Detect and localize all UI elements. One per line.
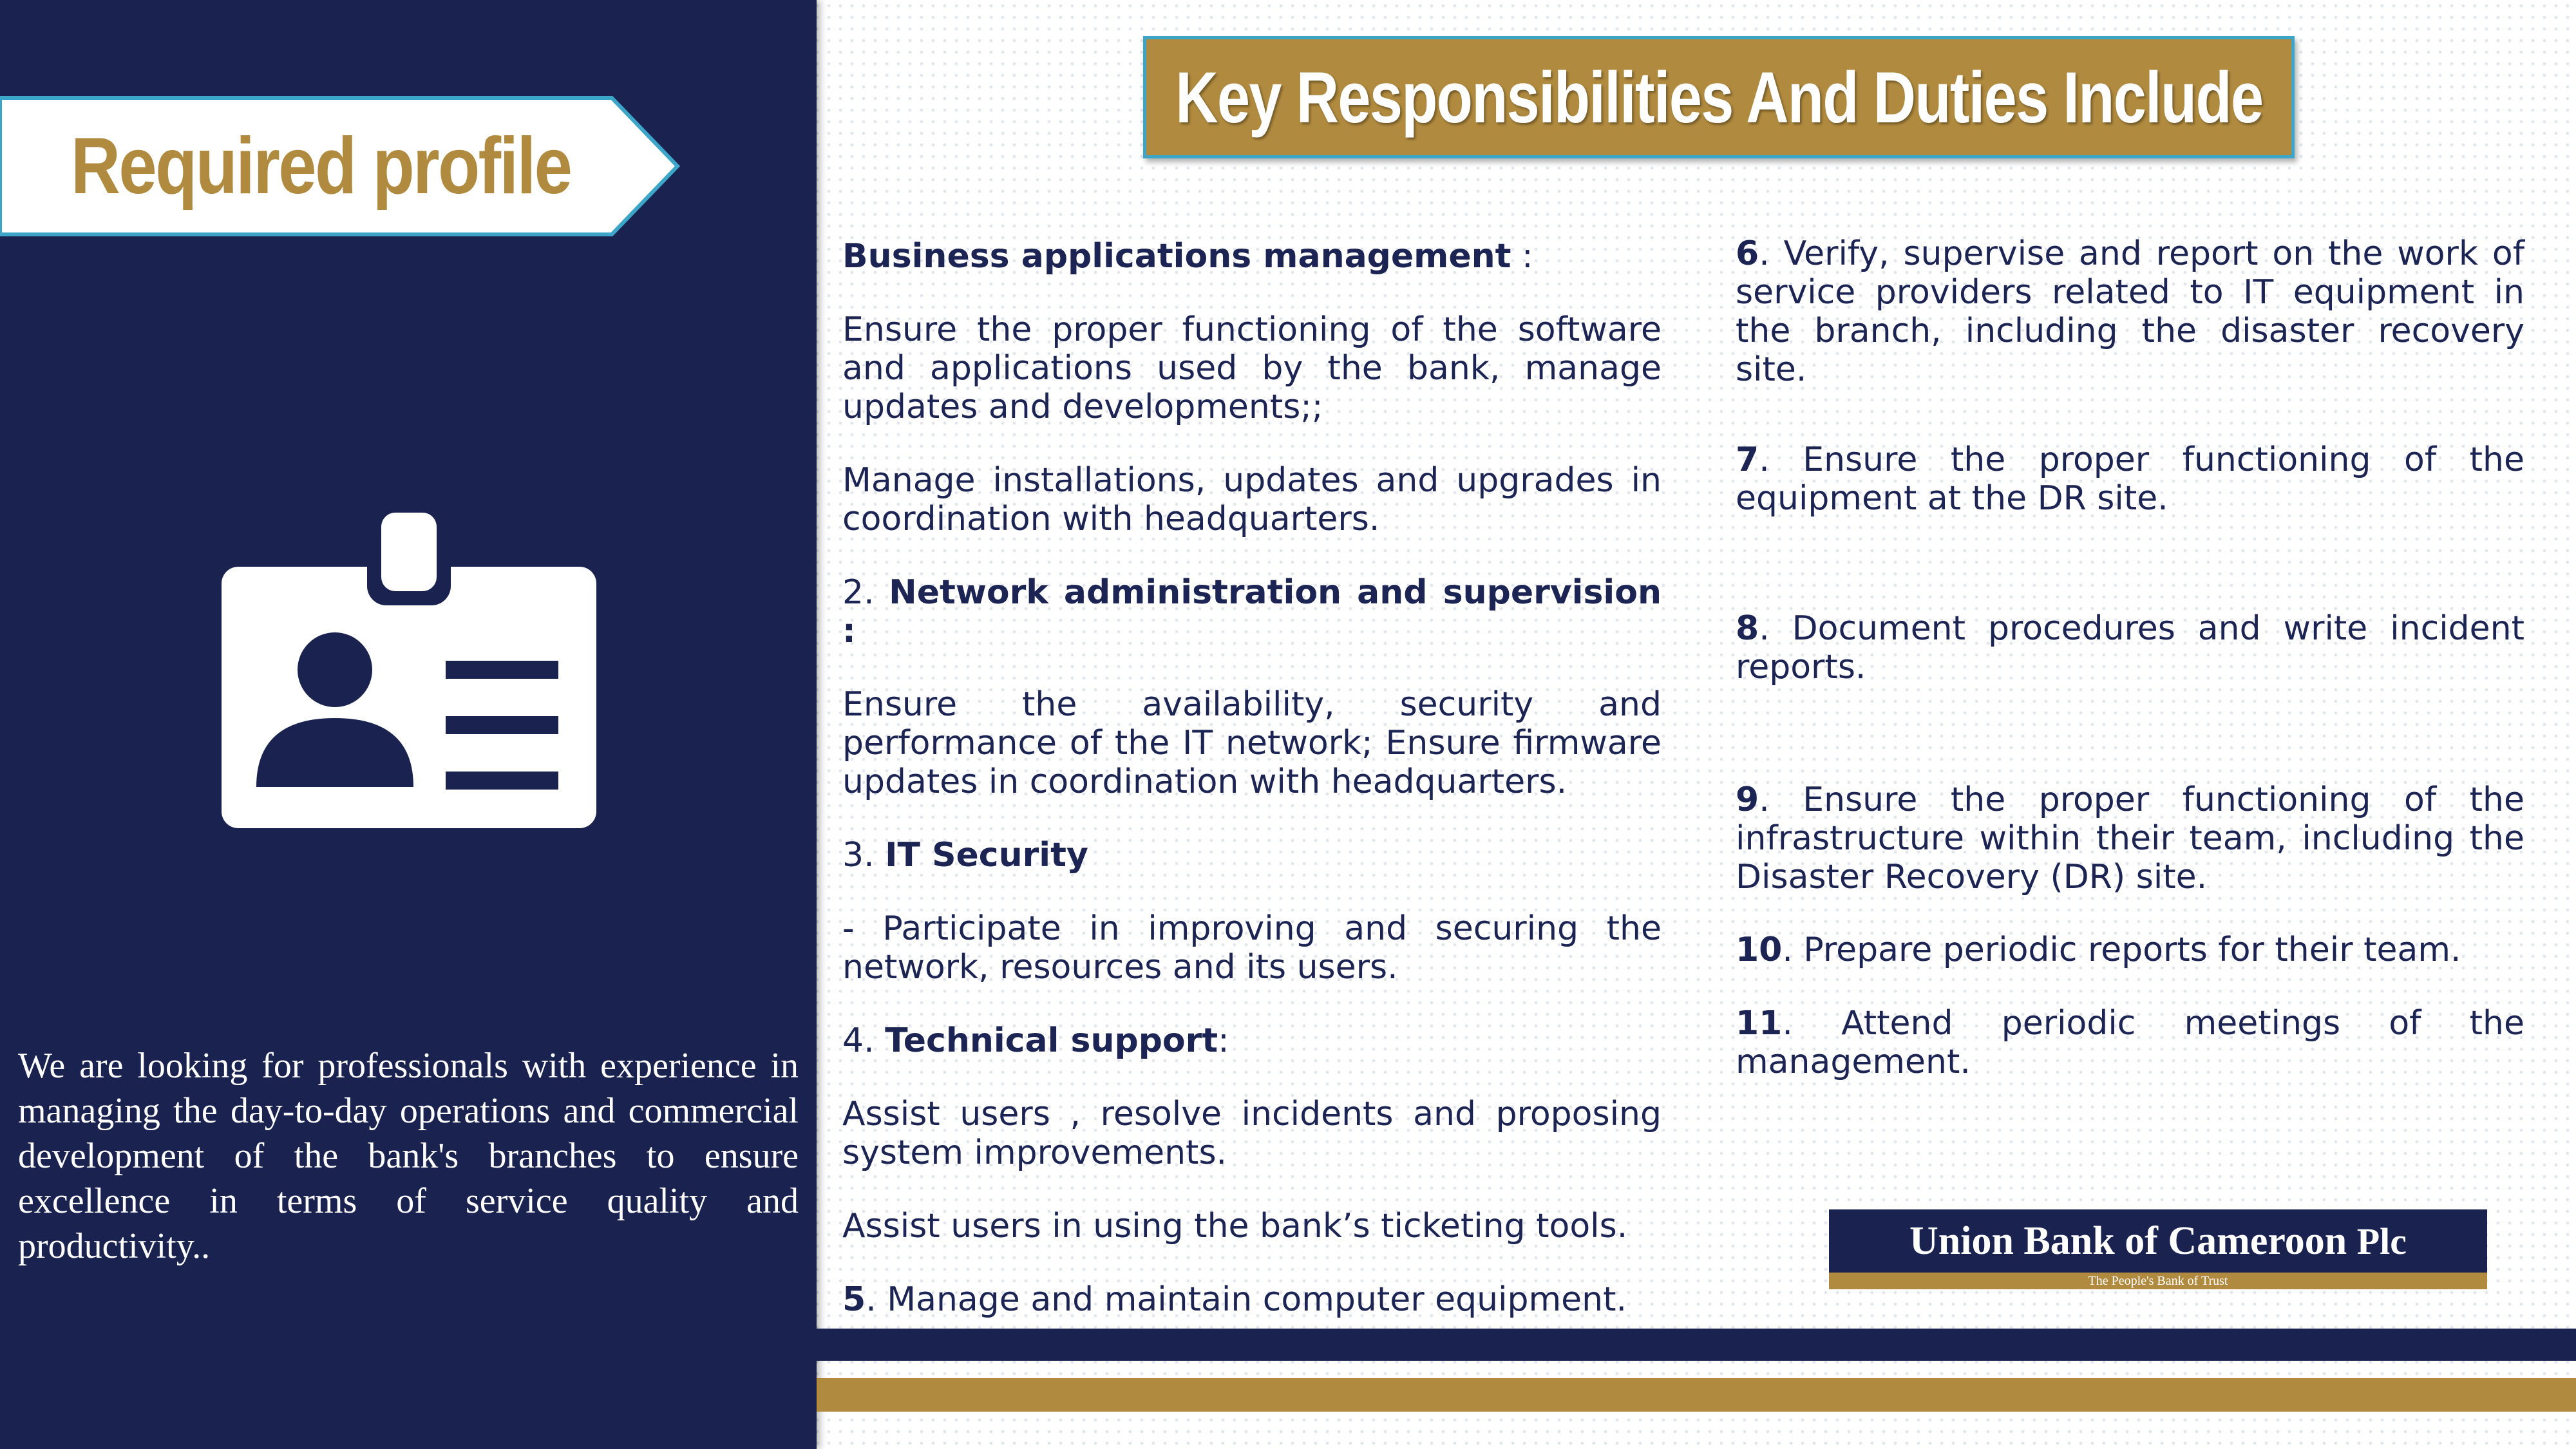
item-9: 9. Ensure the proper functioning of the infrastructure within their team, including the Disaster Recovery (DR) site. <box>1736 781 2524 896</box>
footer-gold-stripe <box>817 1378 2576 1412</box>
section-4-paragraph-2: Assist users in using the bank’s ticketing tools. <box>842 1207 1628 1245</box>
item-10: 10. Prepare periodic reports for their team. <box>1736 931 2461 969</box>
id-badge-icon <box>219 509 599 831</box>
section-5-item: 5. Manage and maintain computer equipment. <box>842 1280 1627 1319</box>
section-3-paragraph: - Participate in improving and securing the network, resources and its users. <box>842 909 1662 987</box>
section-1-heading: Business applications management : <box>842 237 1533 276</box>
section-1-paragraph-1: Ensure the proper functioning of the software and applications used by the bank, manage updates and developments;; <box>842 310 1662 426</box>
section-1-paragraph-2: Manage installations, updates and upgrades in coordination with headquarters. <box>842 461 1662 538</box>
section-4-heading: 4. Technical support: <box>842 1021 1229 1060</box>
bank-logo-tag-bar <box>1829 1273 2487 1289</box>
required-profile-banner <box>0 95 683 237</box>
item-8: 8. Document procedures and write incident reports. <box>1736 609 2524 687</box>
item-11: 11. Attend periodic meetings of the management. <box>1736 1004 2524 1081</box>
responsibilities-left-column <box>842 237 1662 1354</box>
required-profile-title: Required profile <box>71 122 571 211</box>
responsibilities-title: Key Responsibilities And Duties Include <box>1175 57 2263 138</box>
section-4-paragraph-1: Assist users , resolve incidents and proposing system improvements. <box>842 1095 1662 1172</box>
bank-logo-name: Union Bank of Cameroon Plc <box>1909 1219 2407 1263</box>
footer-navy-stripe <box>817 1329 2576 1361</box>
responsibilities-right-column <box>1736 234 2524 1081</box>
item-7: 7. Ensure the proper functioning of the equipment at the DR site. <box>1736 440 2524 518</box>
item-6: 6. Verify, supervise and report on the work of service providers related to IT equipment in the branch, including the disaster recovery site. <box>1736 234 2524 389</box>
section-2-paragraph: Ensure the availability, security and performance of the IT network; Ensure firmware updates in coordination with headquarters. <box>842 685 1662 801</box>
section-3-heading: 3. IT Security <box>842 836 1088 875</box>
responsibilities-header <box>1143 36 2295 158</box>
profile-description: We are looking for professionals with experience in managing the day-to-day operations and commercial development of the bank's branches to ensure excellence in terms of service quality and productivity.. <box>18 1046 799 1266</box>
bank-logo-tagline: The People's Bank of Trust <box>2088 1274 2228 1288</box>
section-2-heading: 2. Network administration and supervision : <box>842 573 1662 650</box>
left-panel <box>0 0 817 1449</box>
bank-logo <box>1829 1209 2487 1289</box>
